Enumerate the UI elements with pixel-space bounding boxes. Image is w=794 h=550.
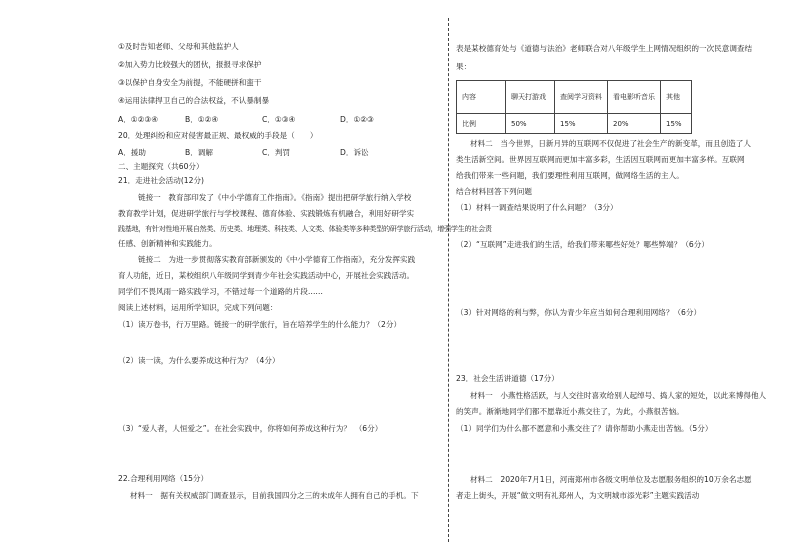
q22-part3: （3）针对网络的利与弊，你认为青少年应当如何合理利用网络？（6分） <box>456 308 702 317</box>
q23-part1: （1）同学们为什么都不愿意和小燕交往了？请你帮助小燕走出苦恼。（5分） <box>456 424 713 433</box>
q21-part3: （3）“爱人者，人恒爱之”。在社会实践中，你将如何养成这种行为？ （6分） <box>118 424 383 433</box>
q22-material1: 材料一 据有关权威部门调查显示，目前我国四分之三的未成年人拥有自己的手机。下 <box>130 491 419 500</box>
q22-part1: （1）材料一调查结果说明了什么问题？（3分） <box>456 203 618 212</box>
q22-title: 22.合理利用网络（15分） <box>118 474 209 483</box>
option-3: ③以保护自身安全为前提，不能硬拼和蛮干 <box>118 78 262 87</box>
link1-line4: 任感、创新精神和实践能力。 <box>118 239 217 248</box>
q19-choice-a: A．①②③④ <box>118 115 159 124</box>
material2-line1: 材料二 当今世界，日新月异的互联网不仅促进了社会生产的新变革，而且创造了人 <box>470 139 751 148</box>
q23-material2-line1: 材料二 2020年7月1日，河南郑州市各级文明单位及志愿服务组织的10万余名志愿 <box>470 475 752 484</box>
table-cell: 聊天打游戏 <box>506 81 555 114</box>
table-cell: 20% <box>608 114 661 134</box>
table-header-row <box>457 81 692 114</box>
q19-choice-d: D．①②③ <box>340 115 374 124</box>
option-1: ①及时告知老师、父母和其他监护人 <box>118 42 239 51</box>
link1-line3: 践基地，有针对性地开展自然类、历史类、地理类、科技类、人文类、体验类等多种类型的研学旅行活动，增强学生的社会责 <box>118 224 492 233</box>
material2-line2: 类生活新空间。世界因互联网而更加丰富多彩，生活因互联网而更加丰富多样。互联网 <box>456 155 745 164</box>
table-cell: 15% <box>661 114 692 134</box>
option-2: ②加入势力比较强大的团伙，报报寻求保护 <box>118 60 262 69</box>
right-column <box>448 0 794 550</box>
link2-line4: 阅读上述材料，运用所学知识，完成下列问题： <box>118 303 278 312</box>
q19-choice-b: B．①②④ <box>185 115 219 124</box>
survey-intro: 表是某校德育处与《道德与法治》老师联合对八年级学生上网情况组织的一次民意调查结 <box>456 44 753 53</box>
q20-choice-a: A．援助 <box>118 148 146 157</box>
table-cell: 内容 <box>457 81 506 114</box>
material2-line3: 给我们带来一些问题，我们要理性利用互联网，做网络生活的主人。 <box>456 171 684 180</box>
section-2-heading: 二、主题探究（共60分） <box>118 162 204 171</box>
table-cell: 查阅学习资料 <box>555 81 608 114</box>
q23-title: 23．社会生活讲道德（17分） <box>456 374 559 383</box>
q21-part1: （1）读万卷书，行万里路。链接一的研学旅行，旨在培养学生的什么能力？（2分） <box>118 320 402 329</box>
table-cell: 50% <box>506 114 555 134</box>
table-cell: 其他 <box>661 81 692 114</box>
table-cell: 看电影听音乐 <box>608 81 661 114</box>
q20-choice-b: B．调解 <box>185 148 213 157</box>
survey-intro-2: 果： <box>456 62 472 71</box>
q21-title: 21．走进社会活动(12分) <box>118 176 204 185</box>
q20-choice-d: D．诉讼 <box>340 148 369 157</box>
link1-line2: 教育教学计划，促进研学旅行与学校课程、德育体验、实践锻炼有机融合，利用好研学实 <box>118 209 415 218</box>
table-cell: 比例 <box>457 114 506 134</box>
q23-material1-line2: 的笑声。渐渐地同学们都不愿靠近小燕交往了，为此，小燕很苦恼。 <box>456 407 684 416</box>
combine-heading: 结合材料回答下列问题 <box>456 187 532 196</box>
link2-line3: 同学们不畏风雨一路实践学习，不错过每一个道路的片段…… <box>118 287 324 296</box>
q23-material2-line2: 者走上街头，开展“做文明有礼郑州人，为文明城市添光彩”主题实践活动 <box>456 491 700 500</box>
option-4: ④运用法律捍卫自己的合法权益，不认暴制暴 <box>118 96 270 105</box>
link2-line2: 育人功能，近日，某校组织八年级同学到青少年社会实践活动中心，开展社会实践活动。 <box>118 271 415 280</box>
q19-choice-c: C．①③④ <box>262 115 296 124</box>
q23-material1-line1: 材料一 小燕性格活跃，与人交往时喜欢给别人起绰号、捣人家的短处，以此来博得他人 <box>470 391 767 400</box>
q21-part2: （2）读一读，为什么要养成这种行为？（4分） <box>118 356 280 365</box>
table-cell: 15% <box>555 114 608 134</box>
link2-line1: 链接二 为进一步贯彻落实教育部新颁发的《中小学德育工作指南》，充分发挥实践 <box>138 255 416 264</box>
survey-table <box>456 80 692 134</box>
link1-line1: 链接一 教育部印发了《中小学德育工作指南》。《指南》提出把研学旅行纳入学校 <box>138 193 412 202</box>
q20-choice-c: C．判罚 <box>262 148 291 157</box>
table-row <box>457 114 692 134</box>
q22-part2: （2）“互联网”走进我们的生活，给我们带来哪些好处？哪些弊端？（6分） <box>456 240 709 249</box>
q20-stem: 20．处理纠纷和应对侵害最正规、最权威的手段是（ ） <box>118 131 318 140</box>
